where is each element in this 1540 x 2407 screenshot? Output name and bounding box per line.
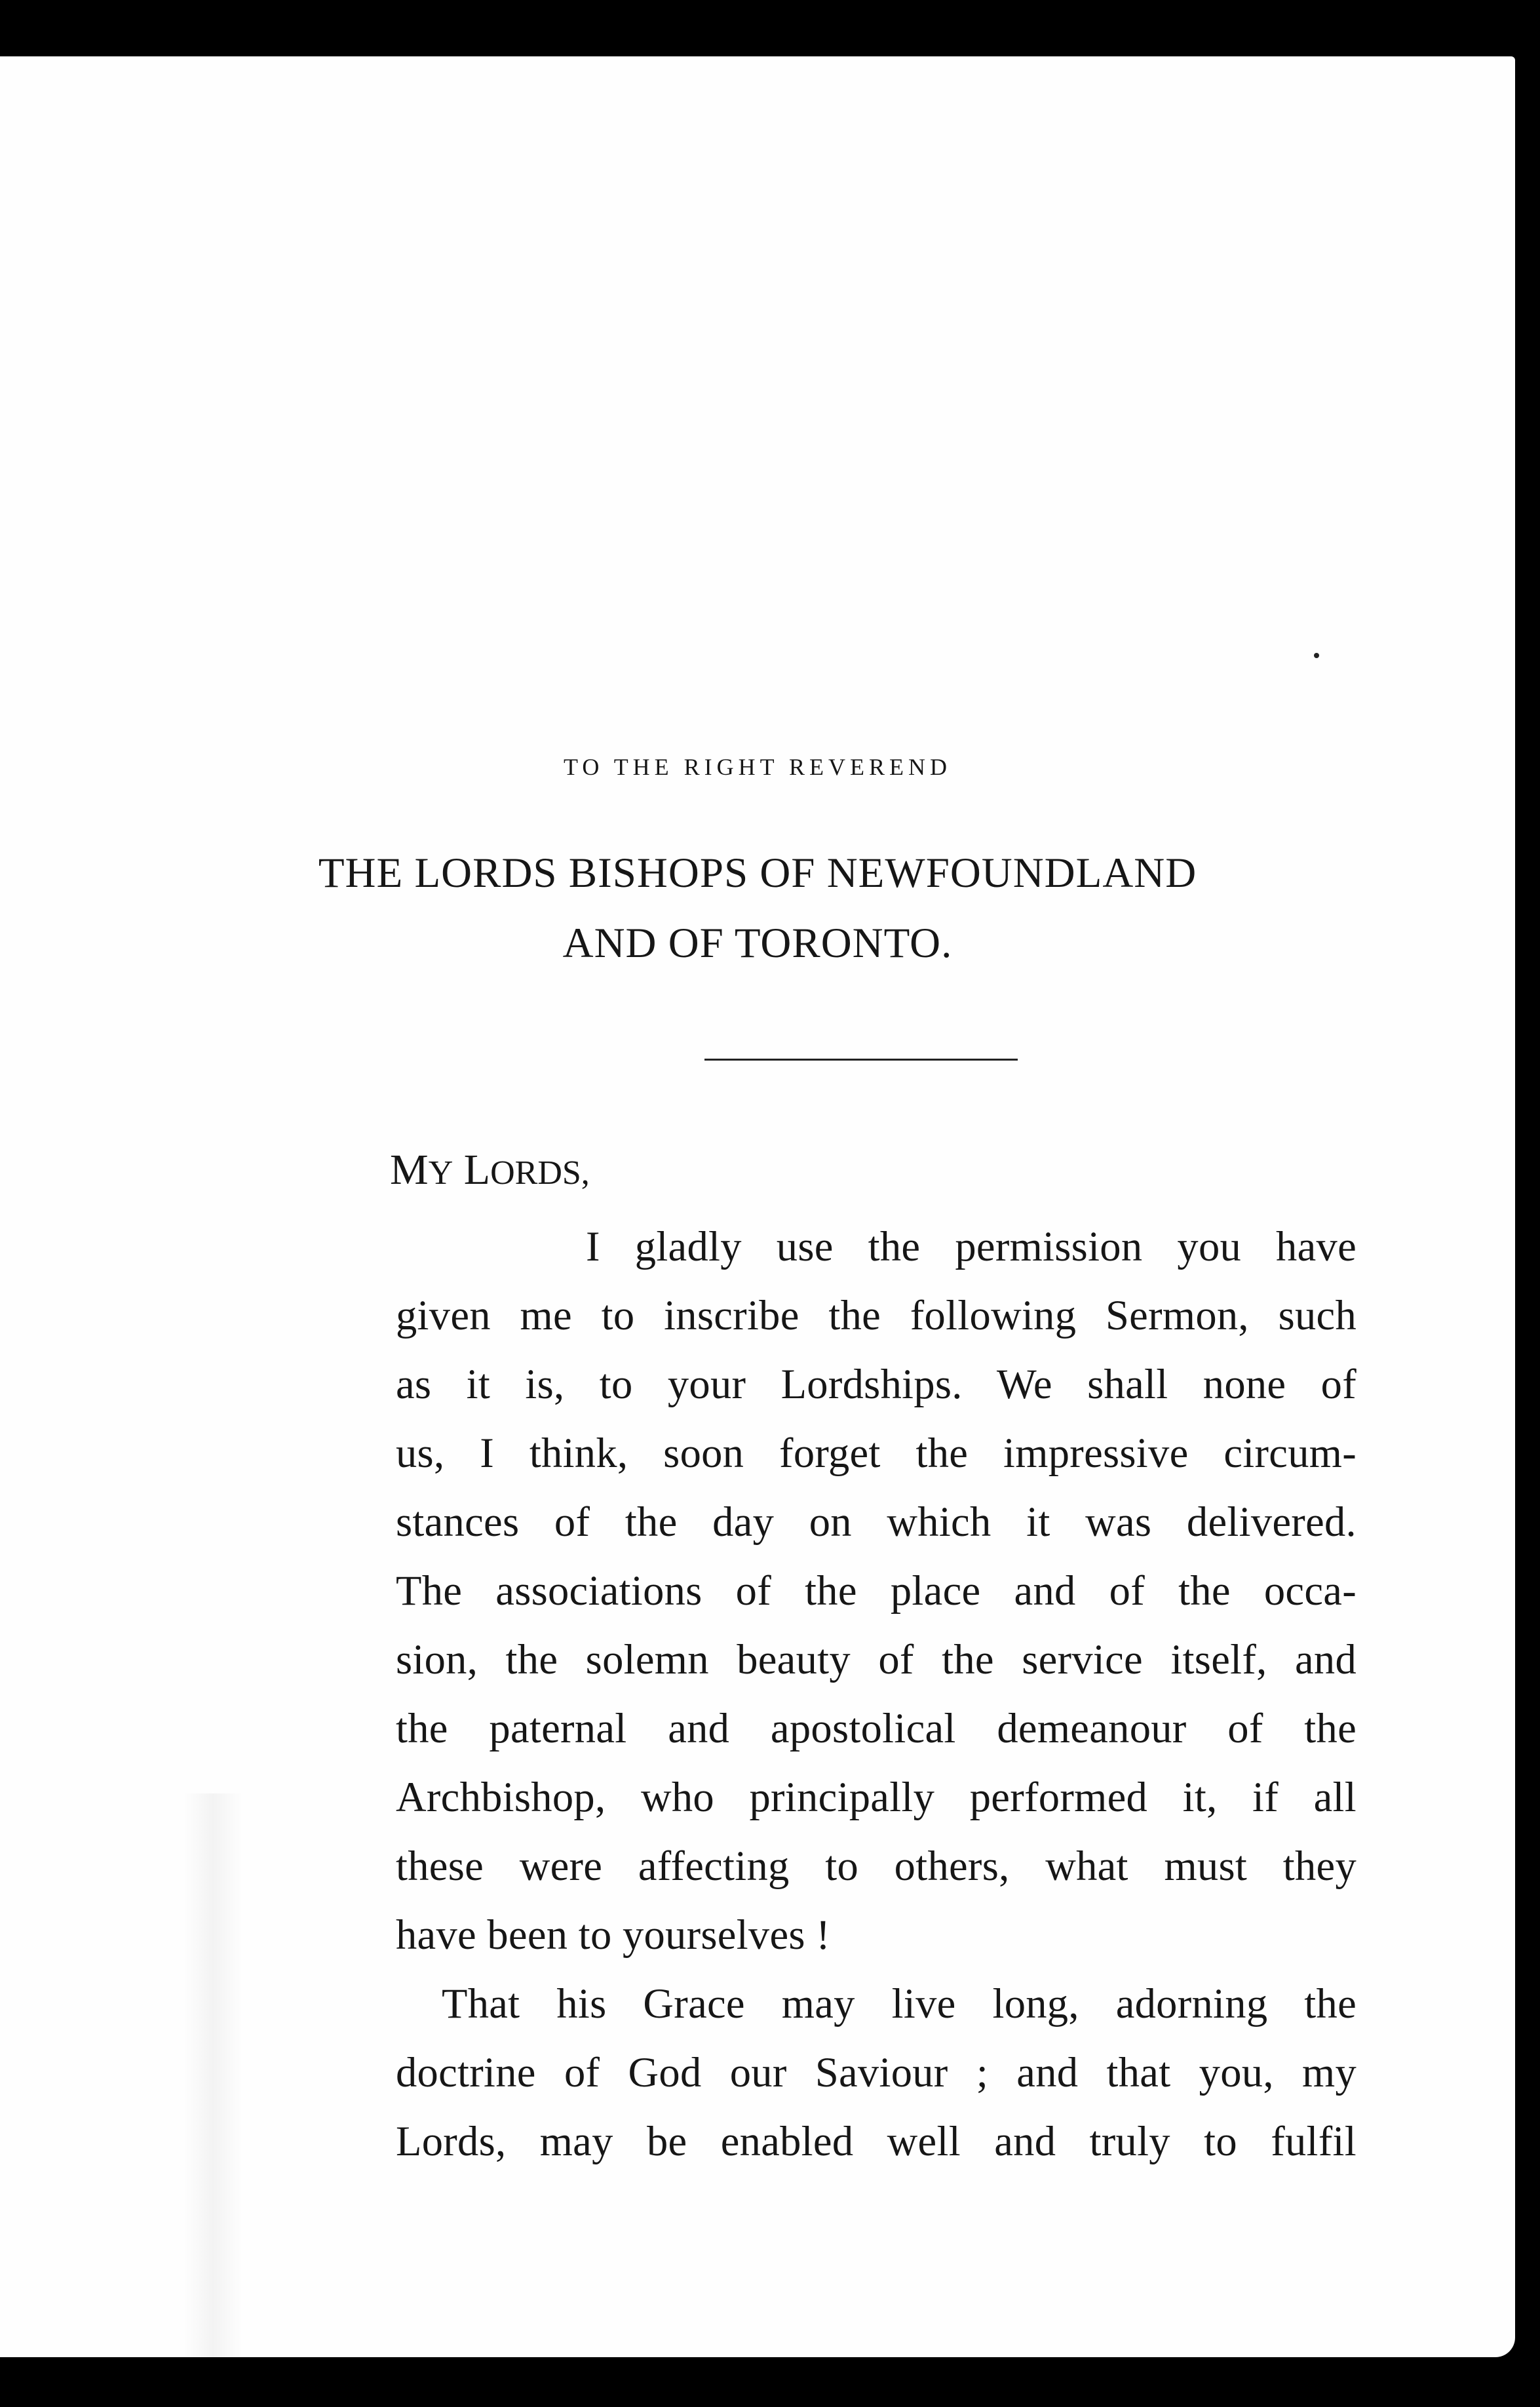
paragraph-1-line: have been to yourselves ! — [396, 1911, 831, 1958]
dedication-title-line-1: THE LORDS BISHOPS OF NEWFOUNDLAND — [318, 850, 1197, 897]
page — [0, 56, 1515, 2357]
paper-speck — [1314, 653, 1319, 658]
paragraph-1-line: Archbishop, who principally performed it, if all — [396, 1774, 1357, 1820]
paragraph-1-line: stances of the day on which it was delivered. — [396, 1498, 1357, 1545]
dedication-title-line-2: AND OF TORONTO. — [562, 920, 953, 967]
dedication-title — [0, 838, 1515, 979]
letter-body — [396, 1212, 1357, 2176]
paragraph-1-line: these were affecting to others, what must they — [396, 1843, 1357, 1889]
paragraph-1-line: given me to inscribe the following Sermon, such — [396, 1292, 1357, 1339]
paragraph-1-line: sion, the solemn beauty of the service itself, and — [396, 1636, 1357, 1683]
divider-rule — [704, 1059, 1018, 1061]
paragraph-2-line: That his Grace may live long, adorning the — [442, 1980, 1357, 2027]
paragraph-1-line: the paternal and apostolical demeanour of the — [396, 1705, 1357, 1751]
paragraph-2-line: doctrine of God our Saviour ; and that you, my — [396, 2049, 1357, 2096]
salutation — [390, 1141, 590, 1203]
paragraph-1-line: us, I think, soon forget the impressive circum- — [396, 1430, 1357, 1476]
salutation-initial-m: M — [390, 1146, 429, 1194]
paragraph-2-line: Lords, may be enabled well and truly to fulfil — [396, 2118, 1357, 2164]
salutation-smallcaps-y: Y — [428, 1154, 453, 1192]
salutation-initial-l: L — [463, 1146, 491, 1194]
page-shadow — [183, 1793, 242, 2383]
paragraph-1-line: The associations of the place and of the occa- — [396, 1567, 1357, 1614]
salutation-smallcaps-lords: ORDS, — [490, 1154, 590, 1192]
paragraph-1-line: as it is, to your Lordships. We shall none of — [396, 1361, 1357, 1407]
paragraph-1-line: I gladly use the permission you have — [586, 1223, 1357, 1270]
dedication-kicker: TO THE RIGHT REVEREND — [564, 754, 952, 780]
